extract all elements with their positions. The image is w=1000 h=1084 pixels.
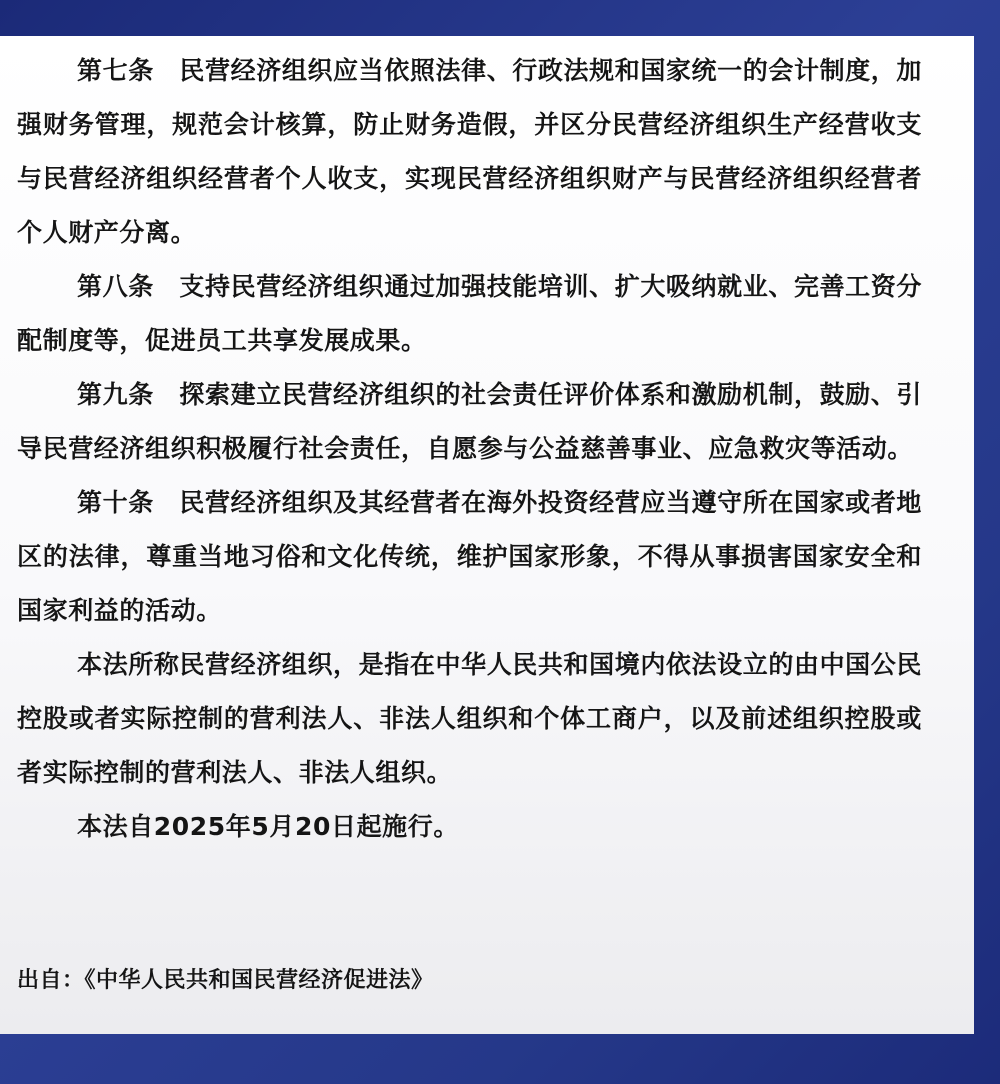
source-citation: 出自：《中华人民共和国民营经济促进法》 — [17, 968, 434, 993]
document-body — [17, 44, 922, 854]
definition-paragraph: 本法所称民营经济组织，是指在中华人民共和国境内依法设立的由中国公民控股或者实际控制的营利法人、非法人组织和个体工商户，以及前述组织控股或者实际控制的营利法人、非法人组织。 — [17, 650, 922, 787]
effective-date-paragraph: 本法自2025年5月20日起施行。 — [77, 812, 459, 841]
article-7-paragraph: 第七条 民营经济组织应当依照法律、行政法规和国家统一的会计制度，加强财务管理，规范会计核算，防止财务造假，并区分民营经济组织生产经营收支与民营经济组织经营者个人收支，实现民营经济组织财产与民营经济组织经营者个人财产分离。 — [17, 56, 922, 247]
article-8-paragraph: 第八条 支持民营经济组织通过加强技能培训、扩大吸纳就业、完善工资分配制度等，促进员工共享发展成果。 — [17, 272, 922, 355]
article-9-paragraph: 第九条 探索建立民营经济组织的社会责任评价体系和激励机制，鼓励、引导民营经济组织积极履行社会责任，自愿参与公益慈善事业、应急救灾等活动。 — [17, 380, 922, 463]
article-10-paragraph: 第十条 民营经济组织及其经营者在海外投资经营应当遵守所在国家或者地区的法律，尊重当地习俗和文化传统，维护国家形象，不得从事损害国家安全和国家利益的活动。 — [17, 488, 922, 625]
document-card — [0, 36, 974, 1034]
